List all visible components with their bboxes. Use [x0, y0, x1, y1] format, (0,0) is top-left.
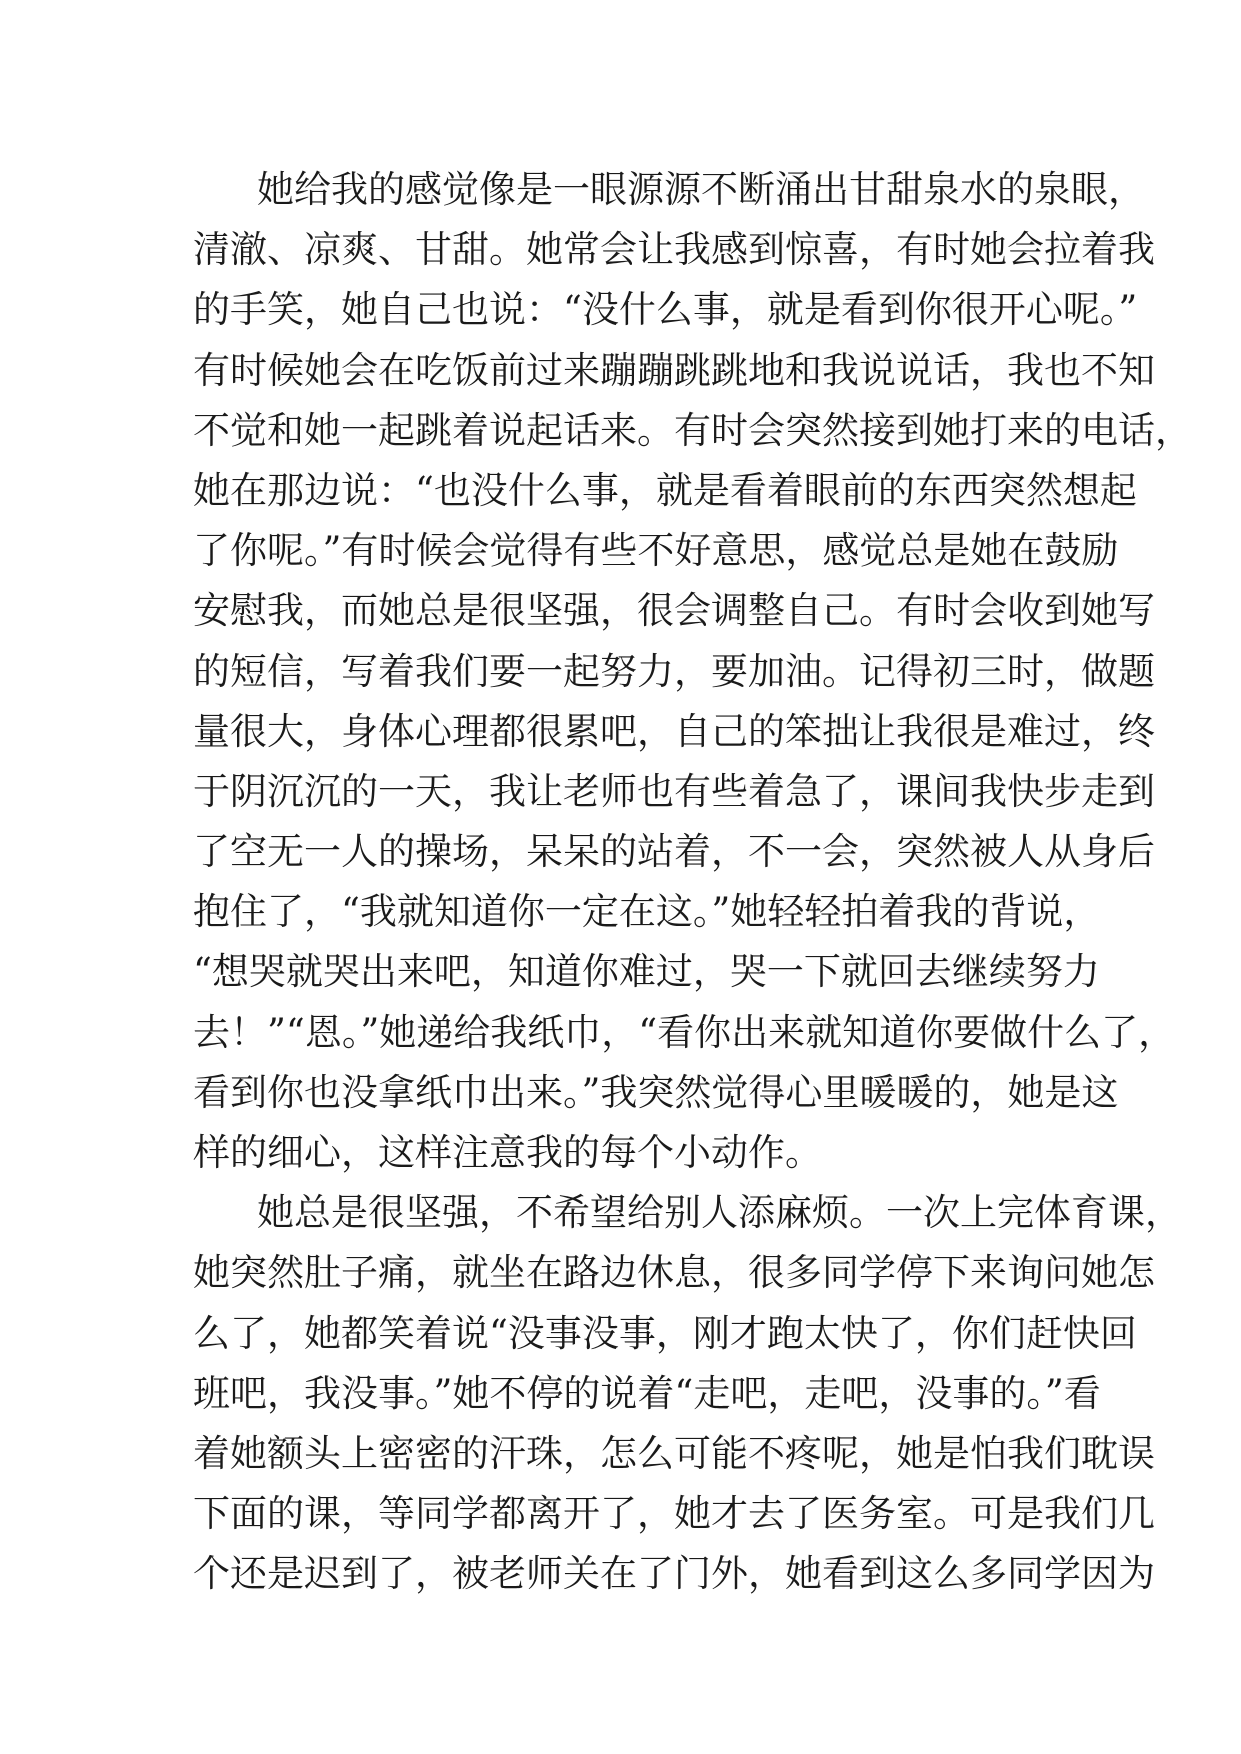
body-text [193, 160, 1192, 1605]
text-line: 么了，她都笑着说“没事没事，刚才跑太快了，你们赶快回 [193, 1311, 1137, 1355]
text-line: 了空无一人的操场，呆呆的站着，不一会，突然被人从身后 [193, 830, 1155, 874]
text-line: 下面的课，等同学都离开了，她才去了医务室。可是我们几 [193, 1492, 1155, 1536]
text-line: 她突然肚子痛，就坐在路边休息，很多同学停下来询问她怎 [193, 1251, 1155, 1295]
text-line: 个还是迟到了，被老师关在了门外，她看到这么多同学因为 [193, 1552, 1155, 1596]
text-line: 去！”“恩。”她递给我纸巾，“看你出来就知道你要做什么了， [193, 1010, 1176, 1054]
text-line: 有时候她会在吃饭前过来蹦蹦跳跳地和我说说话，我也不知 [193, 348, 1155, 392]
text-line: “想哭就哭出来吧，知道你难过，哭一下就回去继续努力 [193, 950, 1100, 994]
text-line: 量很大，身体心理都很累吧，自己的笨拙让我很是难过，终 [193, 709, 1155, 753]
text-line: 她在那边说：“也没什么事，就是看着眼前的东西突然想起 [193, 468, 1137, 512]
text-line: 班吧，我没事。”她不停的说着“走吧，走吧，没事的。”看 [193, 1371, 1101, 1415]
text-line: 抱住了，“我就知道你一定在这。”她轻轻拍着我的背说， [193, 890, 1101, 934]
text-line: 的短信，写着我们要一起努力，要加油。记得初三时，做题 [193, 649, 1155, 693]
text-line: 她总是很坚强，不希望给别人添麻烦。一次上完体育课， [257, 1191, 1182, 1235]
text-line: 样的细心，这样注意我的每个小动作。 [193, 1131, 822, 1174]
text-line: 着她额头上密密的汗珠，怎么可能不疼呢，她是怕我们耽误 [193, 1431, 1155, 1475]
text-line: 不觉和她一起跳着说起话来。有时会突然接到她打来的电话， [193, 408, 1192, 452]
text-line: 她给我的感觉像是一眼源源不断涌出甘甜泉水的泉眼， [257, 168, 1145, 211]
text-line: 的手笑，她自己也说：“没什么事，就是看到你很开心呢。” [193, 288, 1138, 332]
paragraph-2 [193, 1183, 1182, 1604]
paragraph-1 [193, 160, 1192, 1183]
text-line: 看到你也没拿纸巾出来。”我突然觉得心里暖暖的，她是这 [193, 1070, 1119, 1114]
text-line: 了你呢。”有时候会觉得有些不好意思，感觉总是她在鼓励 [193, 529, 1119, 573]
text-line: 安慰我，而她总是很坚强，很会调整自己。有时会收到她写 [193, 589, 1155, 633]
text-line: 清澈、凉爽、甘甜。她常会让我感到惊喜，有时她会拉着我 [193, 228, 1155, 272]
text-line: 于阴沉沉的一天，我让老师也有些着急了，课间我快步走到 [193, 769, 1155, 813]
